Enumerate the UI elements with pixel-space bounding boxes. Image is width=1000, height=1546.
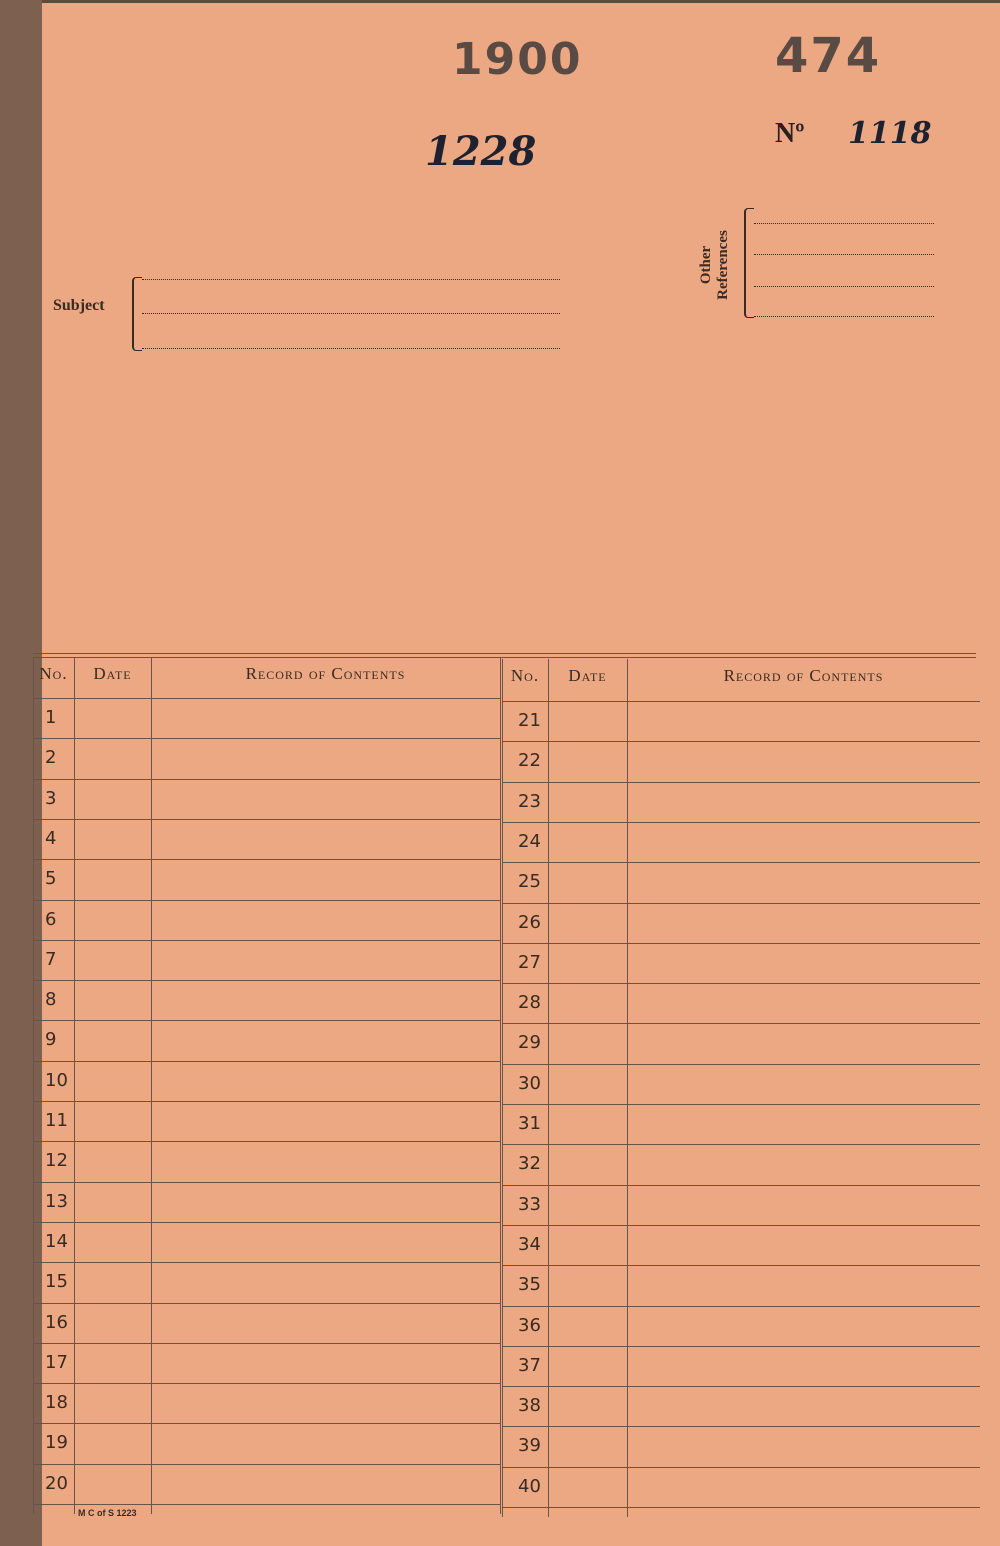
left-row-number: 9 bbox=[45, 1029, 57, 1051]
table-top-rule-1 bbox=[33, 653, 976, 654]
subject-label: Subject bbox=[53, 297, 105, 314]
right-record-header: Record of Contents bbox=[723, 666, 884, 685]
left-row-rule bbox=[33, 779, 500, 780]
right-row-rule bbox=[502, 1144, 980, 1145]
right-row-rule bbox=[502, 983, 980, 984]
right-row-rule bbox=[502, 782, 980, 783]
left-column-rule bbox=[33, 657, 34, 1514]
left-row-rule bbox=[33, 940, 500, 941]
right-row-rule bbox=[502, 1185, 980, 1186]
right-row-rule bbox=[502, 1064, 980, 1065]
right-row-number: 24 bbox=[518, 830, 541, 852]
right-row-number: 25 bbox=[518, 871, 541, 893]
left-row-rule bbox=[33, 900, 500, 901]
left-column-rule bbox=[500, 657, 501, 1514]
left-row-rule bbox=[33, 738, 500, 739]
left-row-rule bbox=[33, 1020, 500, 1021]
left-row-number: 18 bbox=[45, 1392, 68, 1414]
right-row-rule bbox=[502, 1023, 980, 1024]
right-row-number: 22 bbox=[518, 750, 541, 772]
reference-line-2 bbox=[754, 254, 934, 255]
right-row-rule bbox=[502, 1265, 980, 1266]
right-row-number: 31 bbox=[518, 1113, 541, 1134]
right-row-rule bbox=[502, 1346, 980, 1347]
right-row-rule bbox=[502, 822, 980, 823]
left-row-rule bbox=[33, 1101, 500, 1102]
other-references-brace bbox=[744, 208, 754, 318]
right-row-number: 23 bbox=[518, 790, 541, 812]
top-edge bbox=[0, 0, 1000, 3]
right-row-number: 37 bbox=[518, 1354, 541, 1376]
left-row-number: 13 bbox=[45, 1190, 68, 1212]
subject-line-3 bbox=[142, 348, 560, 349]
left-no-header: No. bbox=[39, 664, 68, 683]
reference-line-1 bbox=[754, 223, 934, 224]
left-row-number: 11 bbox=[45, 1110, 68, 1131]
left-row-rule bbox=[33, 1464, 500, 1465]
right-row-number: 34 bbox=[518, 1233, 541, 1255]
right-row-rule bbox=[502, 1225, 980, 1226]
handwritten-number-right: 1118 bbox=[848, 116, 932, 151]
left-row-rule bbox=[33, 1343, 500, 1344]
left-row-rule bbox=[33, 1303, 500, 1304]
left-row-number: 2 bbox=[45, 747, 57, 769]
reference-line-4 bbox=[754, 316, 934, 317]
left-row-rule bbox=[33, 1383, 500, 1384]
left-header-rule bbox=[33, 698, 500, 699]
right-row-number: 26 bbox=[518, 911, 541, 933]
subject-line-1 bbox=[142, 279, 560, 280]
right-row-rule bbox=[502, 862, 980, 863]
right-row-number: 38 bbox=[518, 1395, 541, 1417]
left-row-number: 17 bbox=[45, 1351, 68, 1373]
other-references-label bbox=[698, 210, 732, 320]
left-row-rule bbox=[33, 980, 500, 981]
form-code: M C of S 1223 bbox=[78, 1508, 137, 1518]
right-row-rule bbox=[502, 943, 980, 944]
subject-line-2 bbox=[142, 313, 560, 314]
right-bottom-rule bbox=[502, 1507, 980, 1508]
right-row-number: 33 bbox=[518, 1193, 541, 1215]
left-row-number: 8 bbox=[45, 989, 57, 1011]
left-row-rule bbox=[33, 1061, 500, 1062]
left-row-rule bbox=[33, 1222, 500, 1223]
right-row-number: 40 bbox=[518, 1475, 541, 1497]
left-column-rule bbox=[151, 657, 152, 1514]
right-column-rule bbox=[548, 659, 549, 1517]
other-references-line-2: References bbox=[715, 230, 731, 300]
left-row-number: 1 bbox=[45, 707, 57, 728]
left-row-rule bbox=[33, 1262, 500, 1263]
right-date-header: Date bbox=[568, 666, 607, 685]
cover-spine bbox=[0, 0, 42, 1546]
left-row-rule bbox=[33, 1423, 500, 1424]
left-bottom-rule bbox=[33, 1504, 500, 1505]
right-row-number: 39 bbox=[518, 1435, 541, 1457]
left-row-number: 20 bbox=[45, 1472, 68, 1494]
right-header-rule bbox=[502, 701, 980, 702]
year-stamp: 1900 bbox=[452, 34, 583, 85]
right-row-number: 35 bbox=[518, 1274, 541, 1296]
right-row-rule bbox=[502, 1386, 980, 1387]
handwritten-number-left: 1228 bbox=[425, 128, 537, 175]
left-row-number: 10 bbox=[45, 1069, 68, 1091]
right-row-rule bbox=[502, 1306, 980, 1307]
number-label: Nº bbox=[775, 118, 805, 149]
left-row-number: 4 bbox=[45, 827, 57, 849]
right-row-number: 27 bbox=[518, 951, 541, 973]
left-row-number: 16 bbox=[45, 1311, 68, 1333]
left-row-number: 7 bbox=[45, 948, 57, 970]
right-no-header: No. bbox=[510, 666, 540, 685]
reference-line-3 bbox=[754, 286, 934, 287]
right-column-rule bbox=[627, 659, 628, 1517]
right-row-number: 29 bbox=[518, 1032, 541, 1054]
file-number-stamp: 474 bbox=[775, 28, 882, 84]
table-top-rule-2 bbox=[33, 657, 976, 658]
right-row-number: 36 bbox=[518, 1314, 541, 1336]
right-column-rule bbox=[502, 659, 503, 1517]
left-row-number: 6 bbox=[45, 908, 57, 930]
right-row-rule bbox=[502, 903, 980, 904]
left-row-rule bbox=[33, 819, 500, 820]
left-row-number: 3 bbox=[45, 787, 57, 809]
left-row-number: 12 bbox=[45, 1150, 68, 1172]
left-column-rule bbox=[74, 657, 75, 1514]
other-references-line-1: Other bbox=[698, 245, 714, 285]
right-row-number: 30 bbox=[518, 1072, 541, 1094]
left-record-header: Record of Contents bbox=[245, 664, 406, 683]
subject-brace bbox=[132, 277, 142, 351]
left-row-rule bbox=[33, 1141, 500, 1142]
right-row-number: 32 bbox=[518, 1153, 541, 1175]
left-row-number: 15 bbox=[45, 1271, 68, 1293]
left-row-number: 5 bbox=[45, 868, 57, 890]
left-row-rule bbox=[33, 1182, 500, 1183]
left-row-rule bbox=[33, 859, 500, 860]
right-row-rule bbox=[502, 1426, 980, 1427]
right-row-number: 28 bbox=[518, 992, 541, 1014]
right-row-rule bbox=[502, 1104, 980, 1105]
left-row-number: 14 bbox=[45, 1230, 68, 1252]
right-row-rule bbox=[502, 1467, 980, 1468]
left-date-header: Date bbox=[93, 664, 132, 683]
right-row-rule bbox=[502, 741, 980, 742]
left-row-number: 19 bbox=[45, 1432, 68, 1454]
right-row-number: 21 bbox=[518, 710, 541, 731]
